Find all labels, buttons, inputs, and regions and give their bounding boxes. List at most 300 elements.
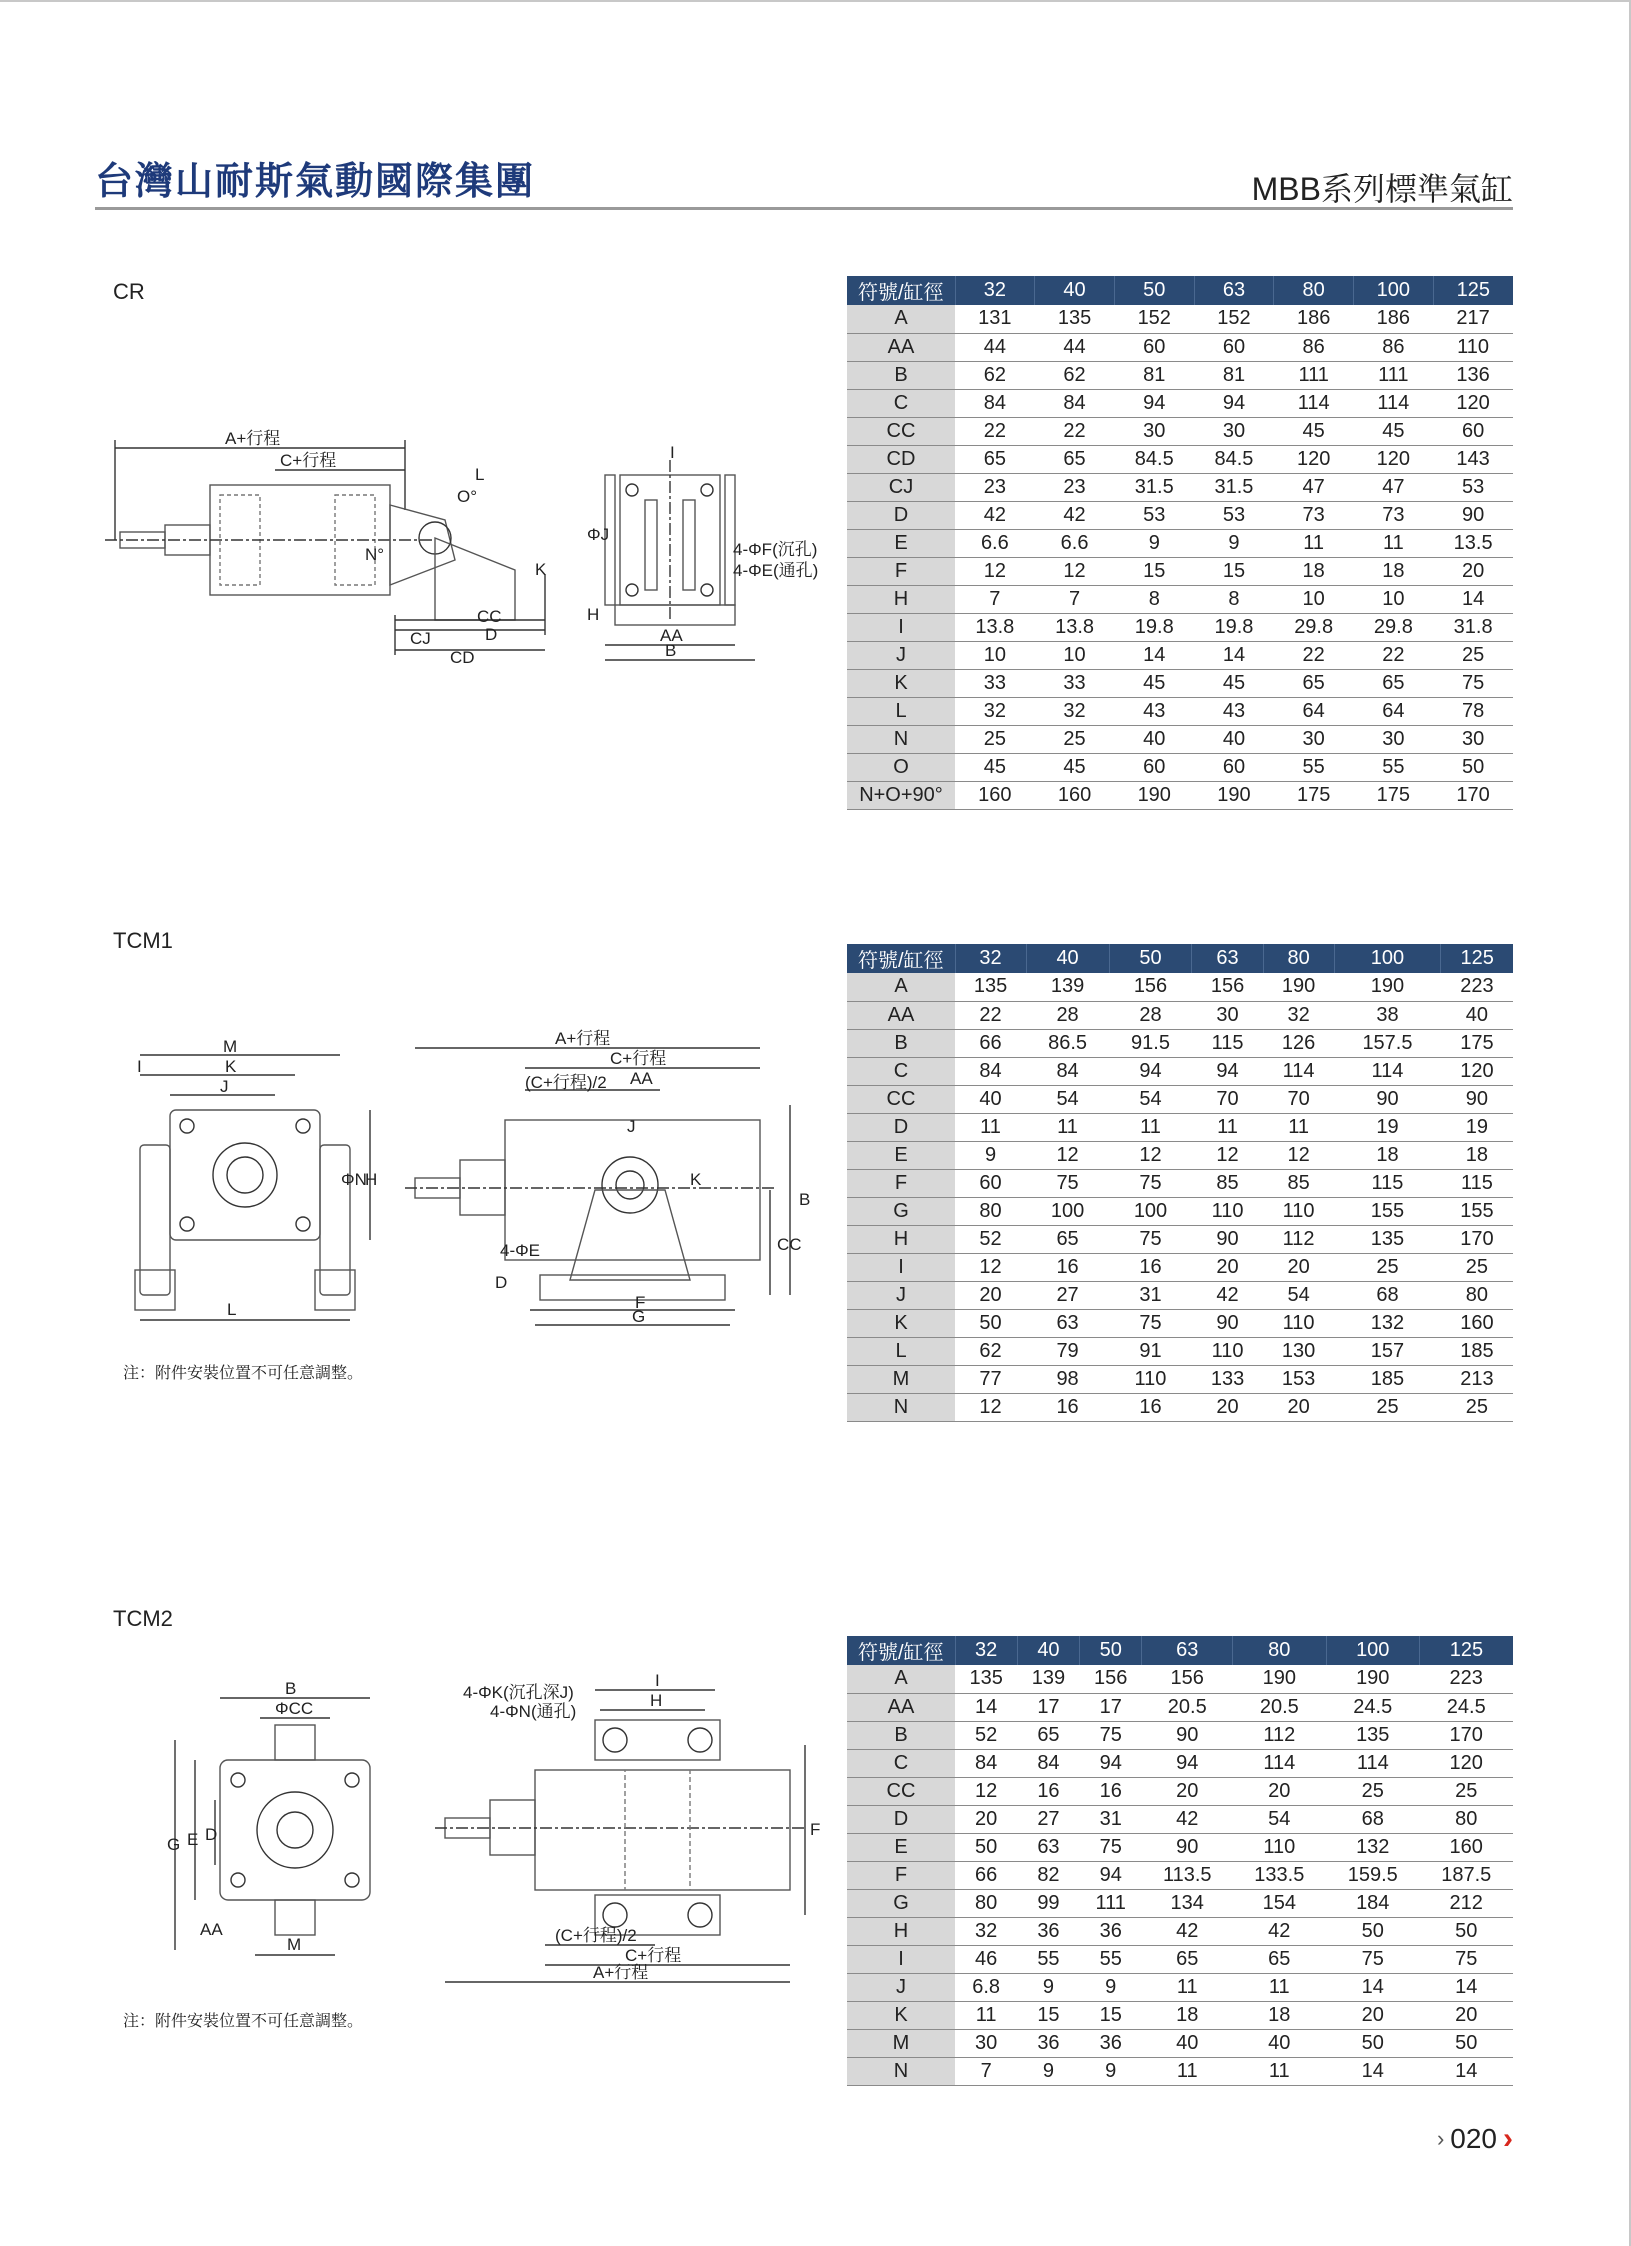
svg-text:I: I — [670, 443, 675, 462]
value-cell: 86.5 — [1026, 1029, 1109, 1057]
value-cell: 100 — [1026, 1197, 1109, 1225]
column-header: 100 — [1334, 944, 1441, 973]
value-cell: 65 — [1233, 1945, 1326, 1973]
symbol-cell: I — [847, 1945, 955, 1973]
value-cell: 135 — [1035, 305, 1115, 333]
value-cell: 8 — [1114, 585, 1194, 613]
value-cell: 160 — [1419, 1833, 1513, 1861]
chevron-right-red-icon: › — [1503, 2122, 1513, 2155]
column-header: 符號/缸徑 — [847, 1636, 955, 1665]
symbol-cell: A — [847, 1665, 955, 1693]
svg-text:K: K — [535, 560, 547, 579]
table-row — [847, 697, 1513, 725]
svg-text:ΦCC: ΦCC — [275, 1699, 314, 1718]
value-cell: 175 — [1274, 781, 1354, 809]
value-cell: 11 — [1026, 1113, 1109, 1141]
value-cell: 84.5 — [1114, 445, 1194, 473]
value-cell: 20 — [955, 1281, 1026, 1309]
value-cell: 70 — [1192, 1085, 1263, 1113]
value-cell: 16 — [1026, 1253, 1109, 1281]
value-cell: 44 — [955, 333, 1035, 361]
value-cell: 156 — [1109, 973, 1192, 1001]
symbol-cell: J — [847, 1973, 955, 2001]
value-cell: 135 — [1326, 1721, 1419, 1749]
value-cell: 134 — [1142, 1889, 1233, 1917]
value-cell: 186 — [1354, 305, 1434, 333]
value-cell: 98 — [1026, 1365, 1109, 1393]
value-cell: 91.5 — [1109, 1029, 1192, 1057]
section-label-tcm2: TCM2 — [113, 1606, 173, 1631]
table-row — [847, 1833, 1513, 1861]
value-cell: 29.8 — [1354, 613, 1434, 641]
value-cell: 22 — [1354, 641, 1434, 669]
value-cell: 17 — [1017, 1693, 1079, 1721]
symbol-cell: F — [847, 557, 955, 585]
value-cell: 187.5 — [1419, 1861, 1513, 1889]
value-cell: 14 — [1326, 1973, 1419, 2001]
value-cell: 156 — [1142, 1665, 1233, 1693]
value-cell: 50 — [1326, 2029, 1419, 2057]
symbol-cell: D — [847, 1113, 955, 1141]
svg-text:4-ΦF(沉孔): 4-ΦF(沉孔) — [733, 540, 818, 559]
svg-text:4-ΦE(通孔): 4-ΦE(通孔) — [733, 561, 819, 580]
value-cell: 7 — [955, 585, 1035, 613]
value-cell: 19 — [1334, 1113, 1441, 1141]
value-cell: 12 — [1109, 1141, 1192, 1169]
value-cell: 75 — [1080, 1721, 1142, 1749]
value-cell: 217 — [1433, 305, 1513, 333]
symbol-cell: B — [847, 1721, 955, 1749]
value-cell: 9 — [1194, 529, 1274, 557]
column-header: 63 — [1142, 1636, 1233, 1665]
value-cell: 45 — [1274, 417, 1354, 445]
value-cell: 20 — [1419, 2001, 1513, 2029]
value-cell: 23 — [1035, 473, 1115, 501]
table-row — [847, 669, 1513, 697]
symbol-cell: K — [847, 1309, 955, 1337]
value-cell: 66 — [955, 1861, 1017, 1889]
table-row — [847, 1281, 1513, 1309]
value-cell: 19.8 — [1194, 613, 1274, 641]
cr-table-body — [847, 305, 1513, 809]
value-cell: 32 — [1263, 1001, 1334, 1029]
value-cell: 94 — [1194, 389, 1274, 417]
value-cell: 60 — [1114, 333, 1194, 361]
symbol-cell: D — [847, 501, 955, 529]
value-cell: 55 — [1274, 753, 1354, 781]
value-cell: 50 — [1326, 1917, 1419, 1945]
svg-text:C+行程: C+行程 — [610, 1049, 667, 1068]
value-cell: 133.5 — [1233, 1861, 1326, 1889]
symbol-cell: AA — [847, 333, 955, 361]
value-cell: 133 — [1192, 1365, 1263, 1393]
value-cell: 6.6 — [955, 529, 1035, 557]
table-header-row — [847, 276, 1513, 305]
value-cell: 11 — [1142, 2057, 1233, 2085]
value-cell: 14 — [1433, 585, 1513, 613]
value-cell: 91 — [1109, 1337, 1192, 1365]
value-cell: 60 — [1194, 753, 1274, 781]
value-cell: 113.5 — [1142, 1861, 1233, 1889]
symbol-cell: B — [847, 361, 955, 389]
value-cell: 90 — [1192, 1309, 1263, 1337]
svg-text:ΦJ: ΦJ — [587, 525, 610, 544]
value-cell: 110 — [1433, 333, 1513, 361]
value-cell: 9 — [1114, 529, 1194, 557]
svg-text:E: E — [187, 1830, 199, 1849]
value-cell: 22 — [1274, 641, 1354, 669]
value-cell: 75 — [1109, 1225, 1192, 1253]
symbol-cell: AA — [847, 1001, 955, 1029]
value-cell: 110 — [1263, 1309, 1334, 1337]
svg-text:C+行程: C+行程 — [280, 451, 337, 470]
value-cell: 90 — [1334, 1085, 1441, 1113]
value-cell: 6.8 — [955, 1973, 1017, 2001]
value-cell: 65 — [1017, 1721, 1079, 1749]
symbol-cell: J — [847, 641, 955, 669]
value-cell: 24.5 — [1419, 1693, 1513, 1721]
value-cell: 30 — [1114, 417, 1194, 445]
value-cell: 80 — [1419, 1805, 1513, 1833]
tcm1-table-body — [847, 973, 1513, 1421]
symbol-cell: M — [847, 1365, 955, 1393]
value-cell: 213 — [1441, 1365, 1513, 1393]
column-header: 符號/缸徑 — [847, 276, 955, 305]
tcm2-drawing — [145, 1670, 825, 2000]
value-cell: 28 — [1026, 1001, 1109, 1029]
value-cell: 65 — [1142, 1945, 1233, 1973]
svg-text:I: I — [137, 1057, 142, 1076]
column-header: 125 — [1441, 944, 1513, 973]
value-cell: 8 — [1194, 585, 1274, 613]
value-cell: 54 — [1233, 1805, 1326, 1833]
value-cell: 14 — [1419, 1973, 1513, 2001]
value-cell: 65 — [1026, 1225, 1109, 1253]
value-cell: 114 — [1354, 389, 1434, 417]
value-cell: 184 — [1326, 1889, 1419, 1917]
value-cell: 156 — [1192, 973, 1263, 1001]
value-cell: 115 — [1192, 1029, 1263, 1057]
value-cell: 90 — [1441, 1085, 1513, 1113]
value-cell: 62 — [955, 1337, 1026, 1365]
value-cell: 45 — [1354, 417, 1434, 445]
value-cell: 28 — [1109, 1001, 1192, 1029]
table-row — [847, 2057, 1513, 2085]
table-row — [847, 725, 1513, 753]
value-cell: 100 — [1109, 1197, 1192, 1225]
value-cell: 90 — [1142, 1721, 1233, 1749]
table-row — [847, 1001, 1513, 1029]
table-row — [847, 753, 1513, 781]
value-cell: 22 — [1035, 417, 1115, 445]
value-cell: 185 — [1441, 1337, 1513, 1365]
table-row — [847, 1861, 1513, 1889]
header-divider — [95, 207, 1513, 210]
value-cell: 114 — [1326, 1749, 1419, 1777]
value-cell: 20 — [1233, 1777, 1326, 1805]
value-cell: 73 — [1274, 501, 1354, 529]
table-row — [847, 613, 1513, 641]
table-row — [847, 417, 1513, 445]
svg-text:C+行程: C+行程 — [625, 1946, 682, 1965]
table-row — [847, 1253, 1513, 1281]
value-cell: 18 — [1233, 2001, 1326, 2029]
value-cell: 75 — [1419, 1945, 1513, 1973]
value-cell: 46 — [955, 1945, 1017, 1973]
value-cell: 68 — [1334, 1281, 1441, 1309]
value-cell: 6.6 — [1035, 529, 1115, 557]
value-cell: 54 — [1026, 1085, 1109, 1113]
value-cell: 18 — [1142, 2001, 1233, 2029]
table-row — [847, 1337, 1513, 1365]
value-cell: 114 — [1233, 1749, 1326, 1777]
svg-text:G: G — [167, 1835, 181, 1854]
symbol-cell: I — [847, 613, 955, 641]
symbol-cell: H — [847, 1917, 955, 1945]
value-cell: 63 — [1017, 1833, 1079, 1861]
svg-text:AA: AA — [660, 626, 683, 645]
value-cell: 11 — [1142, 1973, 1233, 2001]
value-cell: 75 — [1326, 1945, 1419, 1973]
value-cell: 110 — [1192, 1337, 1263, 1365]
symbol-cell: A — [847, 305, 955, 333]
value-cell: 31 — [1109, 1281, 1192, 1309]
value-cell: 60 — [1114, 753, 1194, 781]
value-cell: 212 — [1419, 1889, 1513, 1917]
value-cell: 43 — [1114, 697, 1194, 725]
value-cell: 160 — [1441, 1309, 1513, 1337]
table-row — [847, 473, 1513, 501]
value-cell: 85 — [1263, 1169, 1334, 1197]
table-row — [847, 1721, 1513, 1749]
value-cell: 25 — [1334, 1393, 1441, 1421]
value-cell: 27 — [1017, 1805, 1079, 1833]
tcm2-table-body — [847, 1665, 1513, 2085]
value-cell: 25 — [1419, 1777, 1513, 1805]
table-header-row — [847, 944, 1513, 973]
svg-text:4-ΦK(沉孔深J): 4-ΦK(沉孔深J) — [463, 1683, 574, 1702]
table-row — [847, 1197, 1513, 1225]
value-cell: 30 — [1433, 725, 1513, 753]
value-cell: 68 — [1326, 1805, 1419, 1833]
value-cell: 36 — [1017, 2029, 1079, 2057]
value-cell: 16 — [1026, 1393, 1109, 1421]
table-row — [847, 1113, 1513, 1141]
value-cell: 20 — [955, 1805, 1017, 1833]
value-cell: 190 — [1194, 781, 1274, 809]
value-cell: 94 — [1080, 1749, 1142, 1777]
value-cell: 25 — [955, 725, 1035, 753]
svg-text:D: D — [495, 1273, 508, 1292]
value-cell: 80 — [1441, 1281, 1513, 1309]
svg-text:AA: AA — [630, 1069, 653, 1088]
value-cell: 22 — [955, 417, 1035, 445]
value-cell: 111 — [1354, 361, 1434, 389]
value-cell: 81 — [1194, 361, 1274, 389]
svg-text:A+行程: A+行程 — [225, 429, 281, 448]
symbol-cell: C — [847, 1749, 955, 1777]
value-cell: 9 — [1080, 2057, 1142, 2085]
value-cell: 152 — [1194, 305, 1274, 333]
symbol-cell: O — [847, 753, 955, 781]
value-cell: 80 — [955, 1197, 1026, 1225]
value-cell: 62 — [1035, 361, 1115, 389]
value-cell: 19.8 — [1114, 613, 1194, 641]
svg-text:4-ΦE: 4-ΦE — [500, 1241, 541, 1260]
value-cell: 7 — [955, 2057, 1017, 2085]
symbol-cell: G — [847, 1197, 955, 1225]
value-cell: 53 — [1114, 501, 1194, 529]
value-cell: 143 — [1433, 445, 1513, 473]
value-cell: 33 — [955, 669, 1035, 697]
value-cell: 153 — [1263, 1365, 1334, 1393]
value-cell: 30 — [1354, 725, 1434, 753]
value-cell: 13.8 — [955, 613, 1035, 641]
value-cell: 15 — [1017, 2001, 1079, 2029]
value-cell: 45 — [1114, 669, 1194, 697]
table-row — [847, 973, 1513, 1001]
value-cell: 190 — [1334, 973, 1441, 1001]
value-cell: 7 — [1035, 585, 1115, 613]
value-cell: 40 — [1142, 2029, 1233, 2057]
value-cell: 12 — [955, 1253, 1026, 1281]
value-cell: 82 — [1017, 1861, 1079, 1889]
table-row — [847, 1029, 1513, 1057]
value-cell: 25 — [1334, 1253, 1441, 1281]
svg-text:CC: CC — [477, 607, 502, 626]
value-cell: 36 — [1080, 1917, 1142, 1945]
value-cell: 45 — [1194, 669, 1274, 697]
svg-text:D: D — [485, 625, 498, 644]
tcm1-spec-table — [847, 944, 1513, 1422]
value-cell: 13.8 — [1035, 613, 1115, 641]
value-cell: 84 — [1026, 1057, 1109, 1085]
svg-text:ΦN: ΦN — [341, 1170, 367, 1189]
table-row — [847, 2001, 1513, 2029]
value-cell: 114 — [1274, 389, 1354, 417]
value-cell: 20 — [1433, 557, 1513, 585]
value-cell: 14 — [1326, 2057, 1419, 2085]
value-cell: 24.5 — [1326, 1693, 1419, 1721]
svg-text:F: F — [810, 1820, 821, 1839]
table-row — [847, 305, 1513, 333]
value-cell: 11 — [1263, 1113, 1334, 1141]
value-cell: 25 — [1326, 1777, 1419, 1805]
symbol-cell: J — [847, 1281, 955, 1309]
value-cell: 25 — [1441, 1253, 1513, 1281]
value-cell: 20 — [1192, 1253, 1263, 1281]
symbol-cell: H — [847, 1225, 955, 1253]
value-cell: 20 — [1142, 1777, 1233, 1805]
value-cell: 63 — [1026, 1309, 1109, 1337]
value-cell: 175 — [1441, 1029, 1513, 1057]
value-cell: 32 — [1035, 697, 1115, 725]
value-cell: 9 — [1017, 1973, 1079, 2001]
value-cell: 54 — [1109, 1085, 1192, 1113]
value-cell: 19 — [1441, 1113, 1513, 1141]
page-top-border — [0, 0, 1631, 2]
value-cell: 55 — [1017, 1945, 1079, 1973]
value-cell: 65 — [1354, 669, 1434, 697]
value-cell: 15 — [1114, 557, 1194, 585]
value-cell: 99 — [1017, 1889, 1079, 1917]
value-cell: 16 — [1109, 1253, 1192, 1281]
value-cell: 30 — [955, 2029, 1017, 2057]
svg-text:K: K — [225, 1057, 237, 1076]
value-cell: 131 — [955, 305, 1035, 333]
value-cell: 190 — [1326, 1665, 1419, 1693]
symbol-cell: N+O+90° — [847, 781, 955, 809]
value-cell: 15 — [1080, 2001, 1142, 2029]
value-cell: 36 — [1080, 2029, 1142, 2057]
value-cell: 80 — [955, 1889, 1017, 1917]
value-cell: 17 — [1080, 1693, 1142, 1721]
value-cell: 18 — [1334, 1141, 1441, 1169]
symbol-cell: N — [847, 1393, 955, 1421]
value-cell: 86 — [1354, 333, 1434, 361]
value-cell: 136 — [1433, 361, 1513, 389]
value-cell: 45 — [1035, 753, 1115, 781]
value-cell: 12 — [955, 1393, 1026, 1421]
value-cell: 112 — [1233, 1721, 1326, 1749]
value-cell: 42 — [1035, 501, 1115, 529]
value-cell: 18 — [1354, 557, 1434, 585]
table-row — [847, 1777, 1513, 1805]
value-cell: 114 — [1334, 1057, 1441, 1085]
table-row — [847, 389, 1513, 417]
value-cell: 120 — [1441, 1057, 1513, 1085]
value-cell: 65 — [1274, 669, 1354, 697]
value-cell: 77 — [955, 1365, 1026, 1393]
value-cell: 42 — [1192, 1281, 1263, 1309]
value-cell: 42 — [1142, 1805, 1233, 1833]
value-cell: 135 — [1334, 1225, 1441, 1253]
column-header: 50 — [1080, 1636, 1142, 1665]
value-cell: 73 — [1354, 501, 1434, 529]
value-cell: 31.8 — [1433, 613, 1513, 641]
value-cell: 190 — [1263, 973, 1334, 1001]
table-row — [847, 1945, 1513, 1973]
value-cell: 30 — [1274, 725, 1354, 753]
svg-text:J: J — [627, 1117, 636, 1136]
value-cell: 42 — [955, 501, 1035, 529]
tcm1-note: 注：附件安裝位置不可任意調整。 — [123, 1365, 364, 1382]
value-cell: 110 — [1192, 1197, 1263, 1225]
section-label-tcm1: TCM1 — [113, 928, 173, 953]
symbol-cell: A — [847, 973, 955, 1001]
value-cell: 60 — [1194, 333, 1274, 361]
svg-text:4-ΦN(通孔): 4-ΦN(通孔) — [490, 1702, 577, 1721]
value-cell: 33 — [1035, 669, 1115, 697]
value-cell: 170 — [1419, 1721, 1513, 1749]
value-cell: 152 — [1114, 305, 1194, 333]
symbol-cell: CC — [847, 417, 955, 445]
value-cell: 64 — [1354, 697, 1434, 725]
value-cell: 40 — [955, 1085, 1026, 1113]
value-cell: 9 — [955, 1141, 1026, 1169]
column-header: 50 — [1114, 276, 1194, 305]
table-row — [847, 1889, 1513, 1917]
symbol-cell: K — [847, 669, 955, 697]
svg-text:M: M — [223, 1037, 238, 1056]
symbol-cell: AA — [847, 1693, 955, 1721]
value-cell: 94 — [1192, 1057, 1263, 1085]
value-cell: 155 — [1441, 1197, 1513, 1225]
value-cell: 132 — [1326, 1833, 1419, 1861]
value-cell: 12 — [1035, 557, 1115, 585]
value-cell: 120 — [1419, 1749, 1513, 1777]
page-number-value: 020 — [1450, 2123, 1497, 2154]
